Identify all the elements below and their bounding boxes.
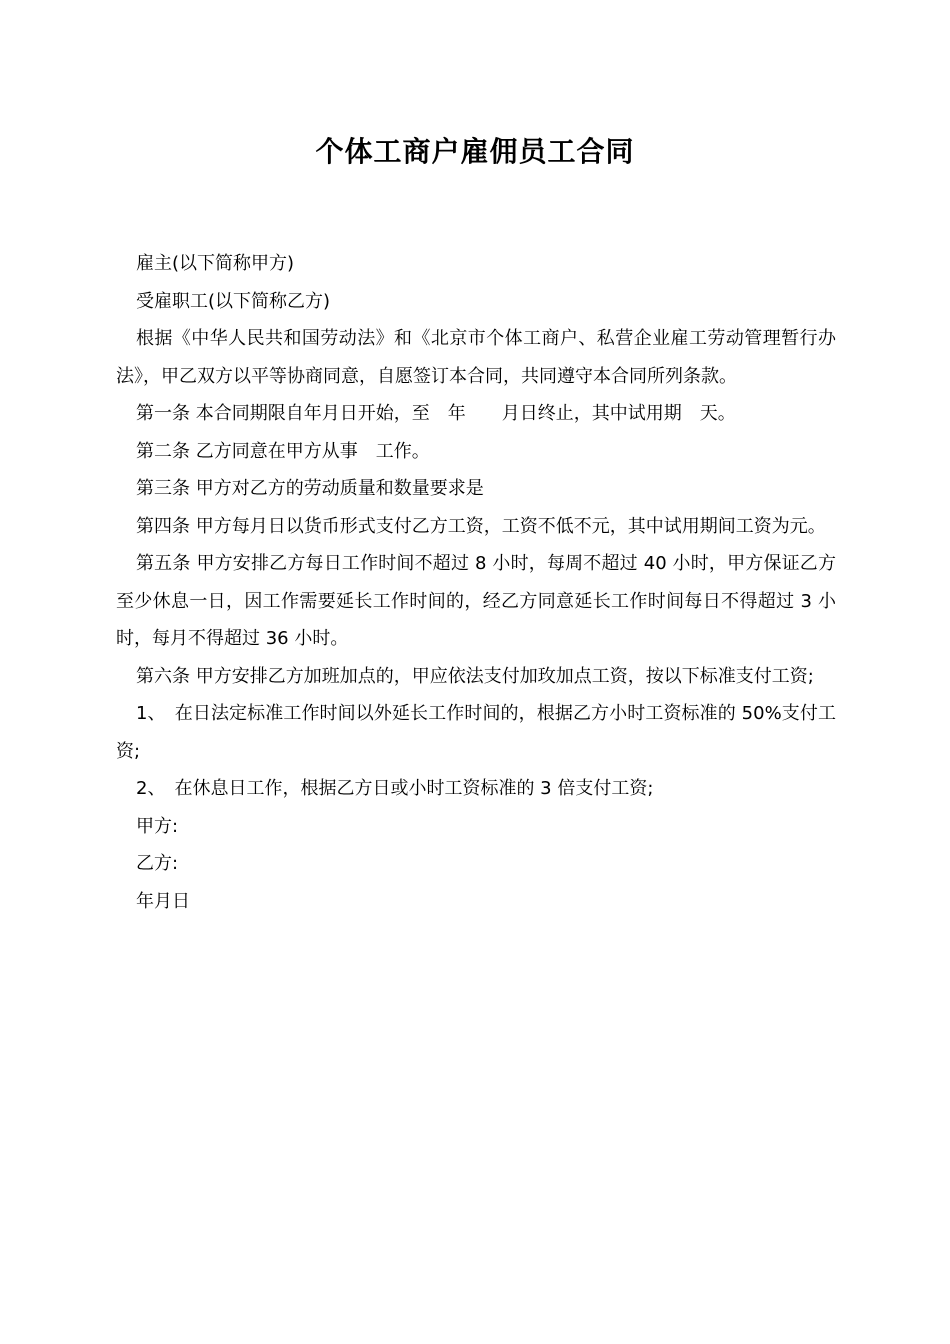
article-6-item-1: 1、 在日法定标准工作时间以外延长工作时间的，根据乙方小时工资标准的 50%支付工资; bbox=[116, 703, 836, 762]
article-5: 第五条 甲方安排乙方每日工作时间不超过 8 小时，每周不超过 40 小时，甲方保证乙方至少休息一日，因工作需要延长工作时间的，经乙方同意延长工作时间每日不得超过 3 小时，每月不得超过 36 小时。 bbox=[116, 553, 836, 649]
employee-line: 受雇职工(以下简称乙方) bbox=[136, 290, 331, 312]
article-3: 第三条 甲方对乙方的劳动质量和数量要求是 bbox=[136, 478, 484, 499]
article-6-item-2: 2、 在休息日工作，根据乙方日或小时工资标准的 3 倍支付工资; bbox=[136, 778, 654, 799]
article-6: 第六条 甲方安排乙方加班加点的，甲应依法支付加玫加点工资，按以下标准支付工资; bbox=[136, 665, 814, 687]
article-2: 第二条 乙方同意在甲方从事 工作。 bbox=[136, 440, 430, 462]
article-4: 第四条 甲方每月日以货币形式支付乙方工资，工资不低不元，其中试用期间工资为元。 bbox=[136, 515, 826, 537]
party-b-signature-line: 乙方: bbox=[136, 853, 179, 874]
preamble-paragraph: 根据《中华人民共和国劳动法》和《北京市个体工商户、私营企业雇工劳动管理暂行办法》，甲乙双方以平等协商同意，自愿签订本合同，共同遵守本合同所列条款。 bbox=[116, 328, 836, 387]
article-1: 第一条 本合同期限自年月日开始，至 年 月日终止，其中试用期 天。 bbox=[136, 403, 736, 424]
employer-line: 雇主(以下简称甲方) bbox=[136, 253, 295, 274]
party-a-signature-line: 甲方: bbox=[136, 815, 179, 837]
document-title: 个体工商户雇佣员工合同 bbox=[315, 135, 635, 168]
document-body bbox=[116, 245, 836, 920]
date-line: 年月日 bbox=[136, 890, 190, 912]
